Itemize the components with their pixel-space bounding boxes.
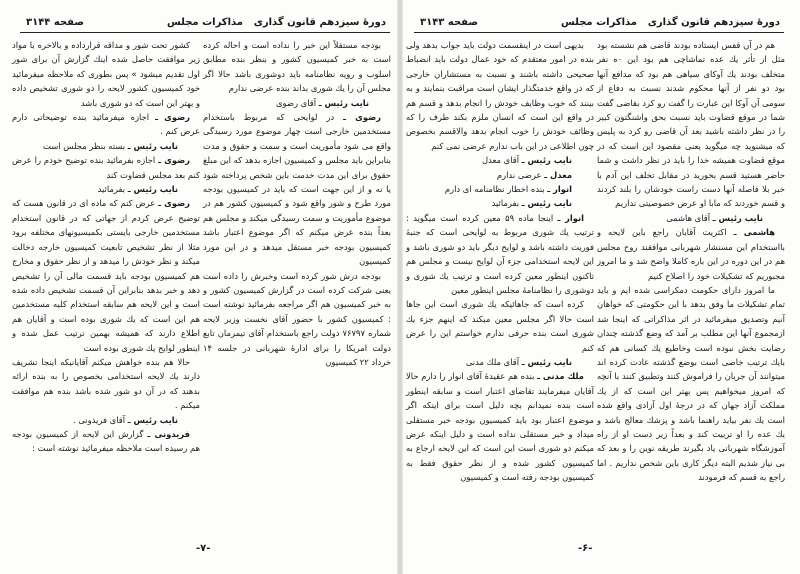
speaker-name: نایب رئیس ـ — [127, 414, 178, 425]
speaker-name: رضوی ـ — [158, 198, 190, 209]
speech-paragraph — [406, 355, 594, 369]
page-header — [20, 14, 390, 33]
page-footer-number: -۷- — [196, 543, 211, 554]
paragraph-text: بنده اخطار نظامنامه ای دارم — [444, 184, 545, 195]
speech-paragraph — [406, 196, 594, 210]
publication-title: مذاکرات مجلس — [560, 17, 638, 28]
speaker-name: نایب رئیس ـ — [521, 155, 572, 166]
speech-paragraph — [12, 413, 200, 427]
speech-paragraph — [597, 225, 785, 283]
text-paragraph — [203, 269, 391, 370]
text-paragraph — [203, 38, 391, 96]
paragraph-text: اکثریت آقایان راجع باین لایحه و بااستخدام این مستشار شهربانی موافقند روح مجلس هم در این دوره در این باره کاملا واضح شد و ما امروز مجبوریم که تشکیلات خود را اصلاح کنیم — [597, 227, 785, 281]
page-footer-number: -۶- — [578, 543, 593, 554]
speech-paragraph — [12, 153, 200, 182]
text-column-left — [406, 38, 594, 485]
paragraph-text: اجازه میفرمائید بنده توضیحاتی دارم عرض کنم . — [12, 112, 200, 137]
paragraph-text: اجازه بفرمائید بنده توضیح خودم را عرض کنم بعد مجلس قضاوت کند — [12, 155, 200, 180]
speech-paragraph — [203, 110, 391, 268]
speaker-name: رضوی ـ — [155, 112, 190, 123]
session-title: دورهٔ سیزدهم قانون گذاری — [647, 17, 780, 28]
paragraph-text: بنده هم عقیدهٔ آقای انوار را دارم حالا آقایان میفرمایند تقاضای اعتبار است و سابقه اینطور است بنده نمیدانم بچه دلیل است برای اینکه اگر موضوع اعتبار بود باید کمیسیون بودجه خبر مستقلی میداد و خبر مستقلی نداده است و دلیل اینکه عرض میکنم دو شوری است این است که این لایحه ارجاع به کمیسیون کشور شده و از نظر حقوق فقط به کمیسیون بودجه رفته است و کمیسیون — [406, 371, 594, 483]
paragraph-text: بودجه درش شور کرده است وخبرش را داده است یعنی شرکت کرده است در گزارش کمیسیون کشور و به خبر کمیسیون هم اگر مراجعه بفرمائید نوشته است : کمیسیون کشور با حضور آقای نخست وزیر لایحه شماره ۷۶۷۹۷ دولت راجع باستخدام آقای تیمرمان تابع دولت امریکا را برای ادارهٔ شهربانی در جلسه ۱۴ خرداد ۲۲ کمیسیون — [203, 270, 391, 367]
speaker-name: انوار ـ — [557, 212, 584, 223]
speaker-name: فریدونی ـ — [147, 428, 190, 439]
speaker-name: معدل ـ — [544, 169, 572, 180]
text-paragraph — [406, 38, 594, 153]
paragraph-text: بودجه مستقلاً این خبر را نداده است و احاله کرده است به خبر کمیسیون کشور و بنظر بنده مطابق اسلوب و رویه نظامنامه باید دوشوری باشد حالا اگر مجلس آن را یك شوری بداند بنده عرضی ندارم — [203, 40, 391, 94]
speech-paragraph — [406, 168, 594, 182]
speaker-name: هاشمی ـ — [733, 227, 776, 238]
text-paragraph — [406, 297, 594, 355]
speech-paragraph — [406, 369, 594, 484]
speech-paragraph — [406, 211, 594, 297]
paragraph-text: بفرمائید — [97, 184, 126, 195]
text-column-right — [597, 38, 785, 485]
paragraph-text: کرده است که جاهائیکه یك شوری است این جاها است حالا اگر مجلس معین میکند که اینهم جزء یك شوری است بنده حرفی ندارم خواستم این را عرض کنم — [406, 299, 594, 353]
speaker-name: رضوی ـ — [158, 155, 190, 166]
speech-paragraph — [12, 182, 200, 196]
page-number: صفحه ۳۱۴۴ — [26, 17, 85, 28]
speaker-name: نایب رئیس ـ — [127, 184, 178, 195]
right-page — [402, 0, 800, 574]
speaker-name: نایب رئیس ـ — [318, 97, 369, 108]
text-column-left — [12, 38, 200, 456]
speaker-name: انوار ـ — [547, 184, 572, 195]
page-number: صفحه ۳۱۴۳ — [420, 17, 479, 28]
text-paragraph — [597, 283, 785, 485]
paragraph-text: آقای ملك مدنی — [465, 356, 520, 367]
text-paragraph — [12, 355, 200, 413]
paragraph-text: ما امروز دارای حکومت دمکراسی شده ایم و باید تمام تشکیلات ما وفق بدهد با این حکومتی که خواهان آنیم وتصدیق میفرمائید در اثر مذاکراتی که اینجا شد ازمجموع آنها این مطلب بر آمد که وضع گذشته چندان رضایت بخش نبوده است وخاطیع یك کسانی هم که بایك ترتیب خاصی است بوضع گذشته عادت کرده اند میتوانند آن جریان را فراموش کنند وتطبیق کنند با آنچه که امروز میخواهیم پس بهتر این است که از یك مملکت آزاد جهان که در درجهٔ اول آزادی واقع شده است یك نفر بیاید راهنما باشد و پزشك معالج باشد و یك عده را او تربیت کند و بعداً زیر دست او از راه آموزشگاه شهربانی یاد بگیرند طریقه نوین را و بعد که بی نیاز شدیم البته دیگر کاری باین شخص نداریم . اما راجع به قسم که فرمودند — [597, 284, 785, 483]
paragraph-text: آقای هاشمی — [666, 212, 711, 223]
paragraph-text: هم در آن قفس ایستاده بودند قاضی هم نشسته بود مثل از تأثر یك عده تماشاچی هم بود این ۰ه نفر متخلف بودند یك آوکای سیاهی هم بود که مدافع آنها بود دو نفر از آنها محکوم شدند نسبت به دفاع از سومی آن آوکا این عبارت را گفت رو کرد بقاضی گفت شما در موقع قضاوت باید نسبت بحق واشنگتون کبیر را در نظر داشته باشید بعد آن قاضی رو کرد به پلیس که میشنوید چه میگوید یعنی مقصود این است که در موقع قضاوت همیشه خدا را باید در نظر داشت و شما حاضر هستید قسم بخورید در مقابل تخلف این آدم با خبر بلا فاصله آنها دست راست خودشان را بلند کردند و قسم خوردند که مابا او عرض خصوصیتی نداریم — [597, 40, 785, 209]
speech-paragraph — [406, 153, 594, 167]
text-paragraph — [597, 38, 785, 211]
publication-title: مذاکرات مجلس — [166, 17, 244, 28]
paragraph-text: بسته بنظر مجلس است — [43, 140, 126, 151]
paragraph-text: اینجا ماده ۵۹ معین کرده است میگوید : ترتیب یك شوری مربوط به لوایحی است که جنبهٔ فوریت داشته باشد و لوایح دیگر باید دو شوری باشد و این لایحه استخدامی جزء آن لوایح نیست و مجلس هم تاکنون اینطور معین کرده است و ترتیب یك شوری و دوشوری را نظامنامهٔ مجلس اینطور معین — [406, 212, 594, 295]
paragraph-text: عرض کنم که ماده ای در قانون هست که توضیح عرض کردم از جهاتی که در قانون استخدام مستخدمین خارجی بایستی بکمیسیونهای مختلفه برود مثلا از نظر تشخیص تابعیت کمیسیون خارجه دخالت میکند و نظر خودش را میدهد و از نظر حقوق و مخارج هم کمیسیون بودجه باید قسمت مالی آن را تشخیص دهد و خبر بدهد بنابراین آن قسمت تشخیص داده شده است و این لایحه هم سابقه استخدام کلیه مستخدمین هم این است که یك شوری بوده است و آقایان هم اطلاع دارند که همیشه بهمین ترتیب عمل شده و اینطور لوایح یك شوری بوده است — [12, 198, 200, 353]
paragraph-text: آقای رضوی — [275, 97, 317, 108]
paragraph-text: عرضی ندارم — [496, 169, 542, 180]
speaker-name: نایب رئیس ـ — [521, 198, 572, 209]
left-page — [0, 0, 398, 574]
page-header — [414, 14, 784, 33]
speech-paragraph — [406, 182, 594, 196]
paragraph-text: گزارش این لایحه از کمیسیون بودجه هم رسیده است ملاحظه میفرمائید نوشته است : — [12, 428, 200, 454]
paragraph-text: حالا هم بنده خواهش میکنم آقایانیکه اینجا تشریف دارند یك لایحه استخدامی بخصوص را به بنده ارائه بدهند که در آن دو شور شده باشد بنده هم موافقت میکنم . — [12, 356, 200, 411]
paragraph-text: کشور تحت شور و مداقه قرارداده و بالاخره با مواد زیر موافقت حاصل شده اینك گزارش آن برای شور اول تقدیم میشود » پس بطوری که ملاحظه میفرمائید خود کمیسیون کشور لایحه را دو شوری تشخیص داده و بهتر این است که دو شوری باشد — [12, 40, 200, 108]
speaker-name: نایب رئیس ـ — [712, 212, 763, 223]
paragraph-text: آقای معدل — [482, 155, 520, 166]
speech-paragraph — [12, 110, 200, 139]
speaker-name: ملك مدنی ـ — [537, 371, 584, 382]
speaker-name: نایب رئیس ـ — [521, 356, 572, 367]
paragraph-text: بدیهی است در اینقسمت دولت باید جواب بدهد ولی بنده در امور معتقدم که خود عمال دولت باید انضباط صحیحی داشته باشند و نسبت به مستشاران خارجی که در واقع خدمتگذار ایشان است مراقبت بنمایند و به بینند که خوب وظایف خودش را انجام بدهد و قسم هم در واقع این است که انسان ملزم بکند طرف را که وظائف خودش را خوب انجام بدهد والاقسم بخصوص چون اطلاعی در این باب ندارم عرضی نمی کنم — [406, 40, 594, 151]
speech-paragraph — [12, 139, 200, 153]
paragraph-text: در لوایحی که مربوط باستخدام مستخدمین خارجی است چهار موضوع مورد رسیدگی واقع می شود مأموریت است و سمت و حقوق و مدت بنابراین باید مجلس و کمیسیون اجازه بدهد که این مبلغ حقوق برای این مدت خدمت باین شخص پرداخته شود یا نه و از این جهت است که باید در کمیسیون بودجه مورد طرح و شور واقع شود و کمیسیون کشور هم در موضوع مأموریت و سمت رسیدگی میکند و مجلس هم بعداً بنده عرض میکنم که اگر موضوع اعتبار باشد کمیسیون بودجه خبر مستقل میدهد و در این مورد کمیسیون — [203, 112, 391, 267]
speech-paragraph — [203, 96, 391, 110]
paragraph-text: بفرمائید — [491, 198, 520, 209]
session-title: دورهٔ سیزدهم قانون گذاری — [253, 17, 386, 28]
speaker-name: رضوی ـ — [343, 112, 381, 123]
text-column-right — [203, 38, 391, 369]
speaker-name: نایب رئیس ـ — [127, 140, 178, 151]
speech-paragraph — [12, 196, 200, 354]
speech-paragraph — [597, 211, 785, 225]
paragraph-text: آقای فریدونی . — [72, 414, 126, 425]
text-paragraph — [12, 38, 200, 110]
speech-paragraph — [12, 427, 200, 456]
